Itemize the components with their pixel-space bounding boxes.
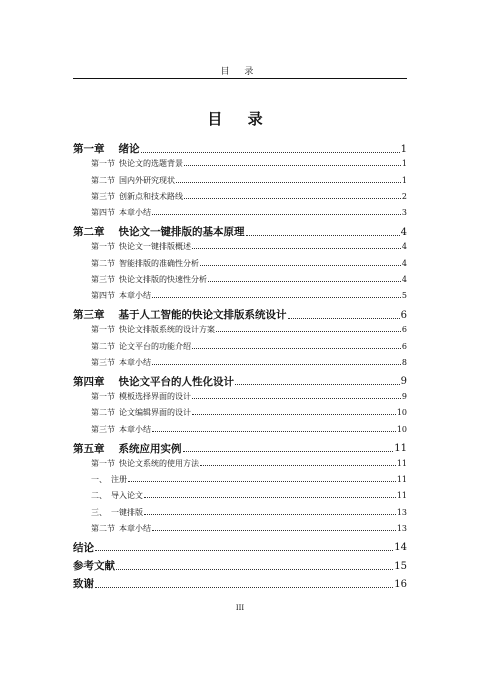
toc-chapter-entry[interactable] [73,377,407,388]
toc-leader-dots [192,414,396,415]
toc-leader-dots [208,281,401,282]
toc-entry-title: 快论文系统的使用方法 [119,458,199,468]
toc-section-entry[interactable] [73,343,407,351]
toc-entry-title: 系统应用实例 [118,442,182,455]
toc-leader-dots [235,384,400,385]
toc-entry-number: 第二节 [91,175,115,185]
toc-title: 目 录 [207,110,273,128]
toc-entry-number: 第四节 [91,291,115,300]
toc-entry-label [91,343,191,351]
toc-entry-title: 快论文的选题背景 [119,159,183,169]
toc-entry-page: 9 [401,392,407,402]
toc-entry-page: 4 [401,258,407,268]
toc-entry-title: 论文平台的功能介绍 [119,341,191,351]
toc-entry-title: 一键排版 [111,507,143,517]
toc-entry-title: 模板选择界面的设计 [119,392,191,402]
toc-entry-label [73,227,245,238]
toc-entry-title: 快论文平台的人性化设计 [118,375,234,388]
toc-entry-number: 第四节 [91,208,115,217]
toc-entry-title: 注册 [111,475,127,485]
toc-entry-label [91,359,151,367]
toc-entry-number: 第一节 [91,242,115,252]
toc-leader-dots [184,198,401,199]
toc-chapter-entry[interactable] [73,561,407,572]
toc-section-entry[interactable] [73,460,407,468]
toc-chapter-entry[interactable] [73,310,407,321]
toc-entry-page: 4 [400,226,407,238]
toc-entry-number: 第二节 [91,523,115,533]
toc-leader-dots [152,297,401,298]
toc-leader-dots [246,235,400,236]
toc-entry-page: 14 [394,542,407,554]
toc-leader-dots [192,348,401,349]
toc-leader-dots [116,569,393,570]
toc-entry-title: 智能排版的准确性分析 [119,258,199,268]
toc-entry-page: 2 [401,191,407,201]
toc-leader-dots [200,265,401,266]
toc-entry-title: 论文编辑界面的设计 [119,408,191,418]
toc-section-entry[interactable] [73,509,407,517]
toc-chapter-entry[interactable] [73,144,407,155]
toc-entry-number: 第三节 [91,274,115,284]
toc-entry-page: 4 [401,242,407,252]
toc-leader-dots [176,182,401,183]
toc-entry-label [91,525,151,533]
toc-leader-dots [141,152,400,153]
toc-chapter-entry[interactable] [73,227,407,238]
toc-section-entry[interactable] [73,177,407,185]
toc-entry-number: 第五章 [73,442,105,455]
toc-entry-page: 3 [401,208,407,217]
toc-section-entry[interactable] [73,359,407,367]
toc-entry-label [91,260,199,268]
toc-leader-dots [184,165,401,166]
toc-entry-number: 二、 [91,491,107,501]
toc-section-entry[interactable] [73,292,407,300]
toc-entry-title: 本章小结 [119,291,151,300]
toc-entry-label [73,144,140,155]
toc-section-entry[interactable] [73,409,407,417]
toc-entry-label [73,444,182,455]
toc-entry-number: 第一节 [91,458,115,468]
toc-leader-dots [95,587,393,588]
toc-entry-title: 本章小结 [119,357,151,367]
toc-entry-title: 国内外研究现状 [119,175,175,185]
toc-entry-page: 1 [401,175,407,185]
toc-leader-dots [144,514,396,515]
toc-entry-page: 15 [394,560,407,572]
toc-entry-page: 4 [401,274,407,284]
toc-entry-page: 1 [400,143,407,155]
toc-entry-title: 基于人工智能的快论文排版系统设计 [118,309,287,322]
toc-entry-page: 10 [396,424,407,434]
toc-entry-number: 第一节 [91,159,115,169]
toc-entry-label [91,393,191,401]
toc-entry-title: 参考文献 [73,560,115,572]
toc-leader-dots [200,465,396,466]
toc-leader-dots [192,248,401,249]
toc-entry-page: 6 [401,325,407,335]
toc-entry-title: 本章小结 [119,424,151,434]
toc-entry-number: 第三节 [91,191,115,201]
toc-entry-number: 第三章 [73,309,105,322]
toc-leader-dots [95,550,393,551]
toc-leader-dots [183,451,394,452]
toc-entry-page: 1 [401,159,407,169]
toc-leader-dots [192,398,401,399]
toc-section-entry[interactable] [73,326,407,334]
toc-entry-number: 第三节 [91,357,115,367]
toc-entry-label [91,326,215,334]
toc-entry-number: 第二章 [73,226,105,238]
toc-entry-title: 快论文一键排版的基本原理 [118,226,245,238]
toc-entry-page: 6 [401,341,407,351]
toc-entry-page: 9 [400,376,407,388]
toc-entry-label [91,209,151,217]
toc-entry-title: 创新点和技术路线 [119,191,183,201]
toc-entry-title: 快论文排版的快速性分析 [119,274,207,284]
header-rule [73,78,407,79]
toc-entry-title: 致谢 [73,578,94,590]
toc-entry-page: 8 [401,357,407,367]
toc-entry-label [73,543,94,554]
toc-leader-dots [152,214,401,215]
toc-leader-dots [288,318,400,319]
toc-section-entry[interactable] [73,393,407,401]
toc-section-entry[interactable] [73,160,407,168]
toc-leader-dots [152,364,401,365]
toc-entry-label [91,460,199,468]
toc-entry-number: 第二节 [91,341,115,351]
toc-chapter-entry[interactable] [73,444,407,455]
toc-entry-number: 第四章 [73,375,105,388]
toc-section-entry[interactable] [73,525,407,533]
toc-section-entry[interactable] [73,260,407,268]
toc-entry-number: 第二节 [91,258,115,268]
toc-entry-page: 16 [394,578,407,590]
toc-entry-label [91,177,175,185]
toc-entry-label [91,193,183,201]
toc-entry-number: 第一节 [91,392,115,402]
toc-entry-title: 快论文一键排版概述 [119,242,191,252]
toc-entry-page: 11 [396,475,407,485]
toc-leader-dots [216,331,401,332]
toc-entry-label [73,579,94,590]
toc-entry-label [91,292,151,300]
toc-entry-number: 第一章 [73,143,105,155]
page-number: III [235,604,245,612]
toc-entry-page: 10 [396,408,407,418]
toc-entry-label [73,310,287,321]
toc-entry-label [91,509,143,517]
toc-entry-number: 第二节 [91,408,115,418]
toc-entry-title: 本章小结 [119,523,151,533]
toc-entry-title: 快论文排版系统的设计方案 [119,325,215,335]
toc-entry-label [91,492,143,500]
toc-entry-title: 导入论文 [111,491,143,501]
toc-chapter-entry[interactable] [73,543,407,554]
toc-entry-label [91,276,207,284]
toc-section-entry[interactable] [73,276,407,284]
toc-leader-dots [144,497,396,498]
toc-section-entry[interactable] [73,243,407,251]
toc-chapter-entry[interactable] [73,579,407,590]
toc-entry-label [91,243,191,251]
toc-entry-page: 11 [396,491,407,501]
toc-entry-label [91,476,127,484]
toc-leader-dots [152,530,396,531]
toc-section-entry[interactable] [73,492,407,500]
toc-entry-page: 13 [396,507,407,517]
toc-entry-label [91,426,151,434]
toc-entry-number: 第一节 [91,325,115,335]
toc-entry-page: 11 [396,458,407,468]
toc-section-entry[interactable] [73,476,407,484]
toc-entry-label [91,409,191,417]
toc-entry-page: 13 [396,523,407,533]
toc-section-entry[interactable] [73,209,407,217]
toc-entry-title: 结论 [73,541,94,554]
toc-entry-number: 一、 [91,475,107,485]
toc-leader-dots [152,431,396,432]
toc-entry-number: 第三节 [91,424,115,434]
toc-entry-page: 5 [401,291,407,300]
toc-entry-page: 6 [400,309,407,321]
toc-entry-label [73,377,234,388]
toc-entry-label [91,160,183,168]
toc-section-entry[interactable] [73,193,407,201]
toc-entry-title: 本章小结 [119,208,151,217]
toc-entry-page: 11 [394,443,407,455]
toc-leader-dots [128,481,396,482]
toc-entry-label [73,561,115,572]
toc-entry-title: 绪论 [118,143,140,155]
toc-entry-number: 三、 [91,507,107,517]
running-header: 目 录 [220,67,260,77]
toc-section-entry[interactable] [73,426,407,434]
